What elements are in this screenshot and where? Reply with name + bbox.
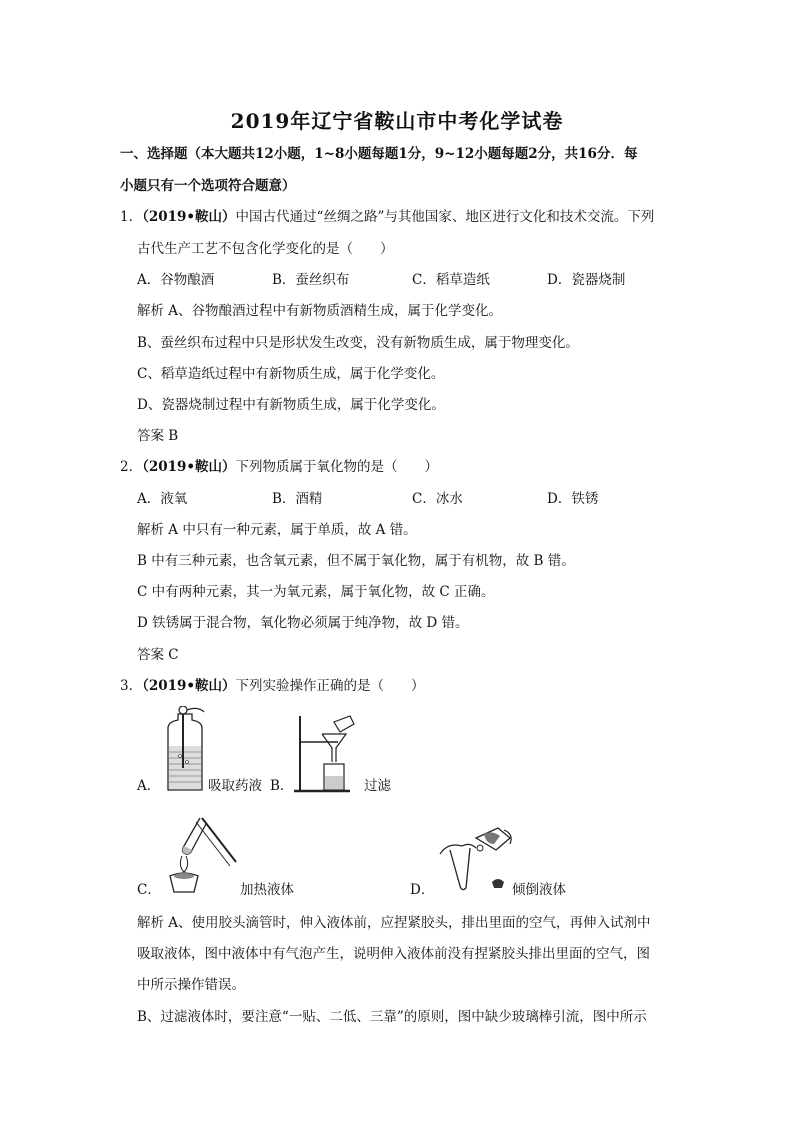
q3-analysis-line: 中所示操作错误。 [137, 977, 245, 993]
q3-analysis-line: B、过滤液体时，要注意“一贴、二低、三靠”的原则，图中缺少玻璃棒引流，图中所示 [137, 1009, 647, 1025]
q1-analysis-line: B、蚕丝织布过程中只是形状发生改变，没有新物质生成，属于物理变化。 [137, 335, 579, 351]
q1-option-c: C．稻草造纸 [412, 272, 490, 288]
q3-option-c-label: 加热液体 [240, 882, 294, 898]
question-number: 3． [120, 678, 143, 694]
q3-option-a-letter: A． [137, 778, 161, 794]
q1-answer: 答案 B [137, 428, 179, 444]
pouring-liquid-illustration [436, 824, 516, 894]
page-title: 2019年辽宁省鞍山市中考化学试卷 [230, 109, 564, 133]
question-text: 下列物质属于氧化物的是（ ） [235, 459, 439, 475]
q1-option-b: B．蚕丝织布 [272, 272, 350, 288]
question-3-stem [120, 677, 425, 695]
q2-option-b: B．酒精 [272, 491, 323, 507]
q2-analysis-line: D 铁锈属于混合物，氧化物必须属于纯净物，故 D 错。 [137, 615, 469, 631]
q1-analysis-line: 解析 A、谷物酿酒过程中有新物质酒精生成，属于化学变化。 [137, 303, 503, 319]
q3-analysis-line: 解析 A、使用胶头滴管时，伸入液体前，应捏紧胶头，排出里面的空气，再伸入试剂中 [137, 915, 651, 931]
q2-option-d: D．铁锈 [547, 491, 599, 507]
question-text: 中国古代通过“丝绸之路”与其他国家、地区进行文化和技术交流。下列 [235, 209, 655, 225]
q3-analysis-line: 吸取液体，图中液体中有气泡产生，说明伸入液体前没有捏紧胶头排出里面的空气，图 [137, 946, 650, 962]
question-1-stem-cont: 古代生产工艺不包含化学变化的是（ ） [137, 241, 394, 257]
q3-option-b-label: 过滤 [364, 778, 391, 794]
question-source-tag: （2019•鞍山） [142, 209, 236, 225]
question-2-stem [120, 458, 438, 476]
section-header-line2: 小题只有一个选项符合题意） [120, 178, 296, 194]
q1-analysis-line: C、稻草造纸过程中有新物质生成，属于化学变化。 [137, 366, 445, 382]
section-header-line1: 一、选择题（本大题共12小题，1~8小题每题1分，9~12小题每题2分，共16分．每 [120, 146, 638, 162]
q3-option-d-label: 倾倒液体 [512, 882, 566, 898]
question-1-stem [120, 208, 654, 226]
q1-option-a: A．谷物酿酒 [137, 272, 215, 288]
q1-option-d: D．瓷器烧制 [547, 272, 626, 288]
q2-option-c: C．冰水 [412, 491, 463, 507]
q3-option-c-letter: C． [137, 882, 161, 898]
question-text: 下列实验操作正确的是（ ） [235, 678, 425, 694]
filtration-apparatus-illustration [294, 712, 356, 794]
q1-analysis-line: D、瓷器烧制过程中有新物质生成，属于化学变化。 [137, 397, 445, 413]
q2-option-a: A．液氧 [137, 491, 188, 507]
q2-analysis-line: C 中有两种元素，其一为氧元素，属于氧化物，故 C 正确。 [137, 584, 495, 600]
dropper-bottle-illustration [158, 706, 208, 794]
heating-test-tube-illustration [160, 812, 240, 894]
q2-answer: 答案 C [137, 647, 179, 663]
q3-option-a-label: 吸取药液 [208, 778, 262, 794]
q3-option-b-letter: B． [270, 778, 294, 794]
question-source-tag: （2019•鞍山） [142, 678, 236, 694]
q3-option-d-letter: D． [410, 882, 435, 898]
question-number: 2． [120, 459, 143, 475]
question-number: 1． [120, 209, 143, 225]
q2-analysis-line: 解析 A 中只有一种元素，属于单质，故 A 错。 [137, 522, 417, 538]
question-source-tag: （2019•鞍山） [142, 459, 236, 475]
q2-analysis-line: B 中有三种元素，也含氧元素，但不属于氧化物，属于有机物，故 B 错。 [137, 553, 575, 569]
